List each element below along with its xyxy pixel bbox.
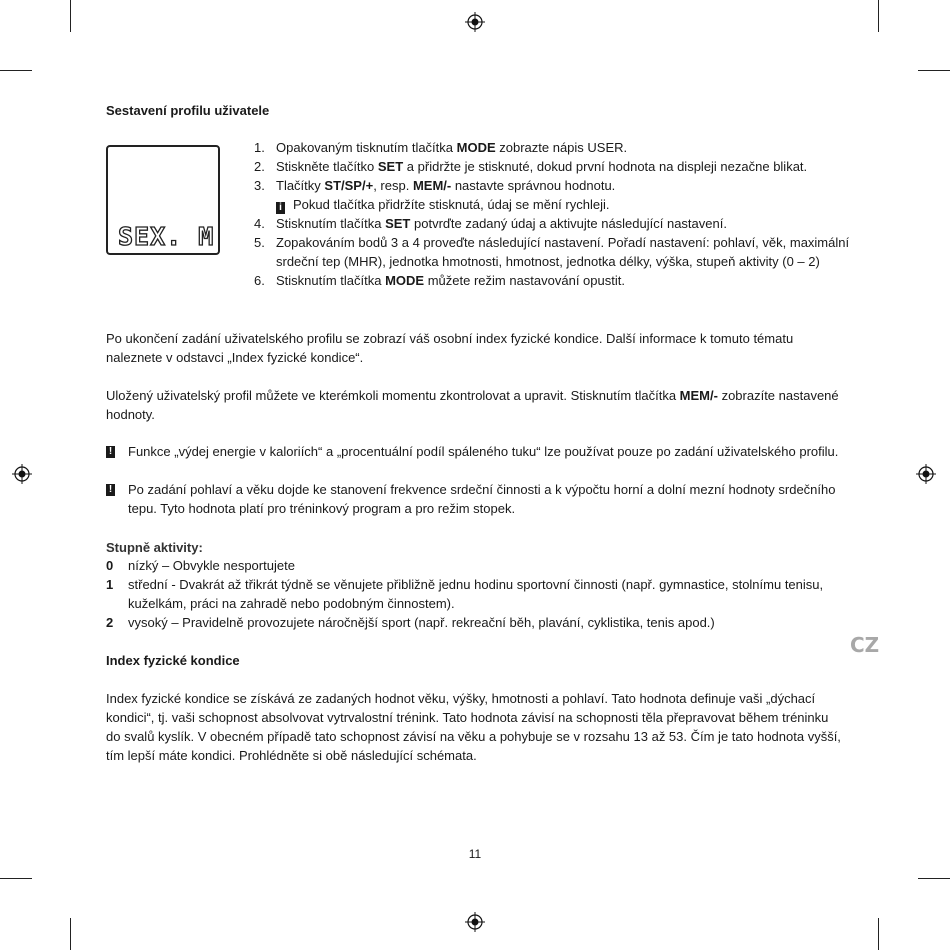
section-title: Index fyzické kondice	[106, 653, 240, 668]
lcd-display-text: SEX. M	[118, 222, 215, 251]
list-item: 3. Tlačítky ST/SP/+, resp. MEM/- nastavte správnou hodnotu.	[254, 178, 616, 193]
registration-mark-icon	[12, 464, 32, 484]
exclamation-box-icon: !	[106, 484, 115, 496]
list-item: 5. Zopakováním bodů 3 a 4 proveďte následující nastavení. Pořadí nastavení: pohlaví, věk, maximální srdeční tep (MHR), jednotka hmotnosti, hmotnost, jednotka délky, výška, stupeň aktivity (0 – 2)	[254, 235, 850, 269]
page-number: 11	[468, 847, 482, 861]
button-name: MEM/-	[412, 178, 452, 193]
section-title: Sestavení profilu uživatele	[106, 103, 270, 118]
paragraph: Uložený uživatelský profil můžete ve kterémkoli momentu zkontrolovat a upravit. Stisknutím tlačítka MEM/- zobrazíte nastavené hodnoty.	[106, 388, 839, 422]
button-name: MEM/-	[679, 388, 718, 403]
paragraph: Index fyzické kondice se získává ze zadaných hodnot věku, výšky, hmotnosti a pohlaví. Tato hodnota definuje vaši „dýchací kondici“, tj. vaši schopnost absolvovat vytrvalostní trénink. Tato hodnota závisí na schopnosti těla přepravovat během tréninku do svalů kyslík. V obecném případě tato schopnost závisí na věku a pohybuje se v rozsahu 13 až 53. Čím je tato hodnota vyšší, tím lepší máte kondici. Prohlédněte si obě následující schémata.	[106, 691, 841, 763]
level-number: 0	[106, 558, 114, 573]
crop-mark	[878, 0, 879, 32]
list-item: 2 vysoký – Pravidelně provozujete náročnější sport (např. rekreační běh, plavání, cyklistika, tenis apod.)	[106, 615, 715, 630]
crop-mark	[918, 70, 950, 71]
crop-mark	[878, 918, 879, 950]
language-tab: CZ	[850, 633, 880, 657]
exclamation-box-icon: !	[106, 446, 115, 458]
button-name: ST/SP/+	[324, 178, 374, 193]
step-number: 3.	[254, 178, 265, 193]
list-item: 2. Stiskněte tlačítko SET a přidržte je stisknuté, dokud první hodnota na displeji nezačne blikat.	[254, 159, 808, 174]
step-number: 1.	[254, 140, 265, 155]
button-name: MODE	[385, 273, 425, 288]
level-number: 2	[106, 615, 114, 630]
step-note: i Pokud tlačítka přidržíte stisknutá, údaj se mění rychleji.	[254, 195, 854, 214]
button-name: SET	[385, 216, 411, 231]
info-box-icon: i	[276, 202, 285, 214]
crop-mark	[0, 878, 32, 879]
crop-mark	[70, 0, 71, 32]
registration-mark-icon	[916, 464, 936, 484]
list-item: 4. Stisknutím tlačítka SET potvrďte zadaný údaj a aktivujte následující nastavení.	[254, 216, 727, 231]
step-number: 4.	[254, 216, 265, 231]
list-item: 1. Opakovaným tisknutím tlačítka MODE zobrazte nápis USER.	[254, 140, 628, 155]
level-number: 1	[106, 577, 114, 592]
lcd-display	[106, 145, 220, 255]
list-item: 6. Stisknutím tlačítka MODE můžete režim nastavování opustit.	[254, 273, 625, 288]
button-name: SET	[377, 159, 404, 174]
step-number: 6.	[254, 273, 265, 288]
warning-item: ! Funkce „výdej energie v kaloriích“ a „procentuální podíl spáleného tuku“ lze používat pouze po zadání uživatelského profilu.	[106, 442, 846, 461]
crop-mark	[0, 70, 32, 71]
list-item: 1 střední - Dvakrát až třikrát týdně se věnujete přibližně jednu hodinu sportovní činnosti (např. gymnastice, stolnímu tenisu, kuželkám, práci na zahradě nebo podobným činnostem).	[106, 577, 824, 611]
activity-levels-list	[106, 556, 846, 632]
registration-mark-icon	[465, 912, 485, 932]
warning-item: ! Po zadání pohlaví a věku dojde ke stanovení frekvence srdeční činnosti a k výpočtu horní a dolní mezní hodnoty srdečního tepu. Tyto hodnota platí pro tréninkový program a pro režim stopek.	[106, 480, 846, 518]
button-name: MODE	[456, 140, 496, 155]
step-number: 2.	[254, 159, 265, 174]
step-number: 5.	[254, 235, 265, 250]
paragraph: Po ukončení zadání uživatelského profilu se zobrazí váš osobní index fyzické kondice. Další informace k tomuto tématu naleznete v odstavci „Index fyzické kondice“.	[106, 331, 794, 365]
registration-mark-icon	[465, 12, 485, 32]
activity-title: Stupně aktivity:	[106, 540, 203, 555]
list-item: 0 nízký – Obvykle nesportujete	[106, 558, 295, 573]
crop-mark	[70, 918, 71, 950]
crop-mark	[918, 878, 950, 879]
setup-steps-list	[254, 138, 854, 290]
